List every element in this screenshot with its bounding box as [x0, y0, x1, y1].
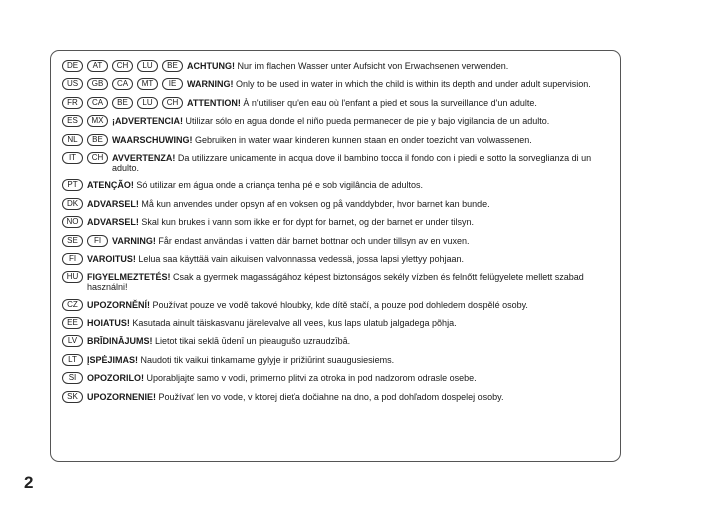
- country-code-badge: LU: [137, 97, 158, 109]
- warning-row: [62, 299, 612, 311]
- warning-text: [87, 373, 477, 383]
- country-codes: [62, 179, 83, 191]
- warning-text: [187, 98, 537, 108]
- country-codes: [62, 152, 108, 164]
- warning-row: [62, 317, 612, 329]
- country-codes: [62, 391, 83, 403]
- warning-label: ADVARSEL!: [87, 217, 139, 228]
- warning-label: ATENÇÃO!: [87, 180, 134, 191]
- country-code-badge: MX: [87, 115, 108, 127]
- country-code-badge: EE: [62, 317, 83, 329]
- warning-text: [87, 199, 490, 209]
- country-codes: [62, 354, 83, 366]
- country-code-badge: CA: [112, 78, 133, 90]
- warning-row: [62, 60, 612, 72]
- warning-row: [62, 115, 612, 127]
- country-code-badge: LT: [62, 354, 83, 366]
- warning-label: AVVERTENZA!: [112, 152, 176, 163]
- country-codes: [62, 317, 83, 329]
- country-code-badge: US: [62, 78, 83, 90]
- warning-row: [62, 152, 612, 173]
- warning-body: Naudoti tik vaikui tinkamame gylyje ir prižiūrint suaugusiesiems.: [140, 354, 395, 365]
- country-codes: [62, 299, 83, 311]
- warning-body: Só utilizar em água onde a criança tenha pé e sob vigilância de adultos.: [136, 180, 424, 191]
- warning-text: [87, 254, 464, 264]
- warning-label: HOIATUS!: [87, 318, 130, 329]
- warning-text: [87, 300, 528, 310]
- warning-label: VAROITUS!: [87, 253, 136, 264]
- warning-body: Lelua saa käyttää vain aikuisen valvonnassa vedessä, jossa lapsi ylettyy pohjaan.: [138, 253, 465, 264]
- warning-text: [87, 392, 503, 402]
- warning-body: Da utilizzare unicamente in acqua dove il bambino tocca il fondo con i piedi e sotto la sorveglianza di un adulto.: [112, 152, 592, 173]
- warning-text: [187, 79, 591, 89]
- warning-label: OPOZORILO!: [87, 373, 144, 384]
- country-code-badge: CZ: [62, 299, 83, 311]
- warning-label: FIGYELMEZTETÉS!: [87, 272, 171, 283]
- warning-row: [62, 179, 612, 191]
- warning-label: ¡ADVERTENCIA!: [112, 116, 183, 127]
- country-code-badge: HU: [62, 271, 83, 283]
- warning-text: [87, 180, 423, 190]
- country-code-badge: DE: [62, 60, 83, 72]
- warnings-panel: [50, 50, 621, 462]
- warning-body: Skal kun brukes i vann som ikke er for dypt for barnet, og der barnet er under tilsyn.: [141, 217, 475, 228]
- country-code-badge: CA: [87, 97, 108, 109]
- country-code-badge: BE: [162, 60, 183, 72]
- warning-text: [87, 217, 474, 227]
- country-code-badge: CH: [112, 60, 133, 72]
- country-code-badge: BE: [112, 97, 133, 109]
- warning-text: [87, 318, 457, 328]
- warning-row: [62, 97, 612, 109]
- country-code-badge: BE: [87, 134, 108, 146]
- warning-row: [62, 271, 612, 292]
- warning-text: [87, 336, 350, 346]
- country-codes: [62, 271, 83, 283]
- country-code-badge: CH: [87, 152, 108, 164]
- warning-body: À n'utiliser qu'en eau où l'enfant a pied et sous la surveillance d'un adulte.: [243, 97, 537, 108]
- country-code-badge: PT: [62, 179, 83, 191]
- warning-text: [112, 135, 532, 145]
- warning-body: Používať len vo vode, v ktorej dieťa dočiahne na dno, a pod dohľadom dospelej osoby.: [158, 391, 504, 402]
- country-code-badge: IE: [162, 78, 183, 90]
- warning-body: Csak a gyermek magasságához képest biztonságos sekély vízben és felnőtt felügyelete mellett szabad használni!: [87, 272, 584, 293]
- warning-body: Kasutada ainult täiskasvanu järelevalve all vees, kus laps ulatub jalgadega põhja.: [132, 318, 457, 329]
- country-code-badge: FR: [62, 97, 83, 109]
- warning-row: [62, 354, 612, 366]
- warning-label: WAARSCHUWING!: [112, 134, 193, 145]
- warning-label: ACHTUNG!: [187, 61, 235, 71]
- country-code-badge: FI: [87, 235, 108, 247]
- warning-label: UPOZORNĚNÍ!: [87, 299, 150, 310]
- warning-body: Používat pouze ve vodě takové hloubky, kde dítě stačí, a pouze pod dohledem dospělé osoby.: [152, 299, 528, 310]
- country-codes: [62, 60, 183, 72]
- warning-body: Only to be used in water in which the child is within its depth and under adult supervision.: [236, 79, 591, 90]
- country-code-badge: DK: [62, 198, 83, 210]
- warning-body: Må kun anvendes under opsyn af en voksen og på vanddybder, hvor barnet kan bunde.: [141, 198, 490, 209]
- warning-body: Får endast användas i vatten där barnet bottnar och under tillsyn av en vuxen.: [158, 235, 470, 246]
- country-code-badge: ES: [62, 115, 83, 127]
- warning-body: Uporabljajte samo v vodi, primerno plitvi za otroka in pod nadzorom odrasle osebe.: [146, 373, 477, 384]
- country-codes: [62, 134, 108, 146]
- country-code-badge: LU: [137, 60, 158, 72]
- warning-row: [62, 216, 612, 228]
- warning-text: [112, 236, 470, 246]
- warning-row: [62, 235, 612, 247]
- country-codes: [62, 78, 183, 90]
- warning-text: [87, 355, 394, 365]
- country-codes: [62, 115, 108, 127]
- warning-label: ĮSPĖJIMAS!: [87, 354, 139, 365]
- warning-label: BRĪDINĀJUMS!: [87, 336, 153, 347]
- warning-row: [62, 391, 612, 403]
- country-codes: [62, 335, 83, 347]
- warning-row: [62, 253, 612, 265]
- warning-row: [62, 198, 612, 210]
- warning-row: [62, 78, 612, 90]
- country-code-badge: NL: [62, 134, 83, 146]
- country-codes: [62, 97, 183, 109]
- warning-label: ADVARSEL!: [87, 198, 139, 209]
- country-code-badge: SE: [62, 235, 83, 247]
- warning-body: Nur im flachen Wasser unter Aufsicht von Erwachsenen verwenden.: [237, 61, 509, 71]
- country-codes: [62, 216, 83, 228]
- warning-text: [112, 116, 549, 126]
- warning-text: [187, 61, 508, 71]
- country-code-badge: FI: [62, 253, 83, 265]
- country-code-badge: SI: [62, 372, 83, 384]
- country-code-badge: LV: [62, 335, 83, 347]
- warning-body: Lietot tikai seklā ūdenī un pieaugušo uzraudzībā.: [155, 336, 351, 347]
- country-code-badge: AT: [87, 60, 108, 72]
- warning-row: [62, 134, 612, 146]
- country-codes: [62, 198, 83, 210]
- warning-row: [62, 335, 612, 347]
- country-codes: [62, 372, 83, 384]
- warning-text: [112, 153, 612, 173]
- warning-body: Gebruiken in water waar kinderen kunnen staan en onder toezicht van volwassenen.: [195, 134, 532, 145]
- warning-text: [87, 272, 612, 292]
- country-code-badge: IT: [62, 152, 83, 164]
- country-code-badge: CH: [162, 97, 183, 109]
- warning-body: Utilizar sólo en agua donde el niño pueda permanecer de pie y bajo vigilancia de un adulto.: [185, 116, 550, 127]
- warning-label: VARNING!: [112, 235, 156, 246]
- warning-label: UPOZORNENIE!: [87, 391, 157, 402]
- warning-row: [62, 372, 612, 384]
- country-code-badge: GB: [87, 78, 108, 90]
- warning-label: ATTENTION!: [187, 97, 241, 108]
- country-codes: [62, 235, 108, 247]
- country-code-badge: SK: [62, 391, 83, 403]
- warning-label: WARNING!: [187, 79, 234, 90]
- page-number: 2: [24, 473, 34, 492]
- country-code-badge: NO: [62, 216, 83, 228]
- country-codes: [62, 253, 83, 265]
- country-code-badge: MT: [137, 78, 158, 90]
